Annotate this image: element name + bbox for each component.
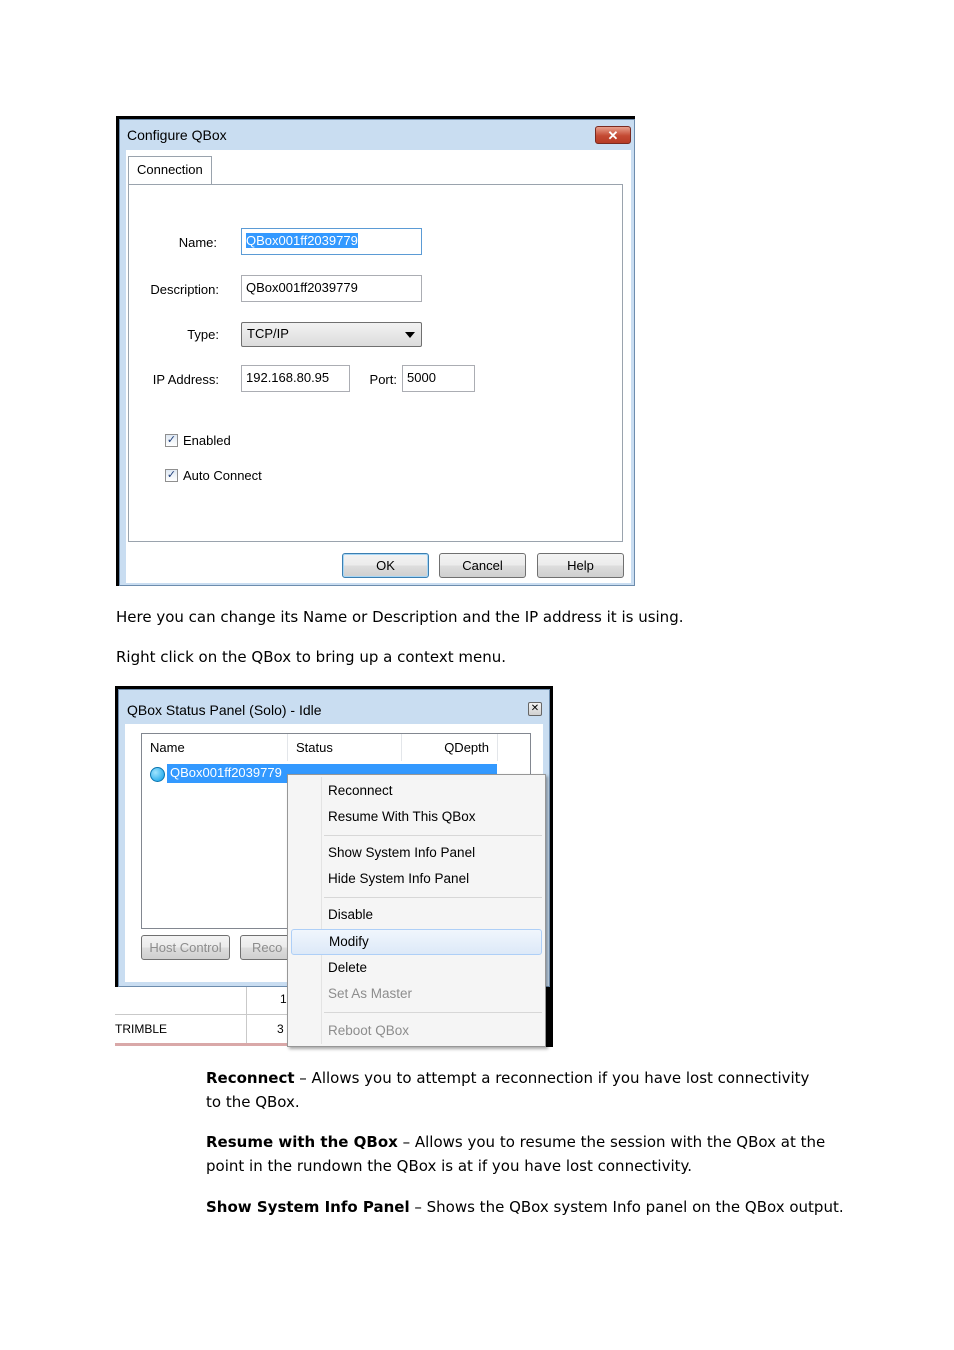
configure-qbox-dialog bbox=[116, 116, 635, 586]
port-field[interactable] bbox=[402, 365, 475, 392]
description-field[interactable] bbox=[241, 275, 422, 302]
menu-item-set-as-master[interactable]: Set As Master bbox=[328, 986, 413, 1001]
status-panel-title: QBox Status Panel (Solo) - Idle bbox=[127, 702, 322, 718]
enabled-label: Enabled bbox=[183, 433, 231, 448]
paragraph-context-menu: Right click on the QBox to bring up a context menu. bbox=[116, 648, 507, 666]
close-icon[interactable]: ✕ bbox=[595, 126, 631, 144]
description-show-system-info bbox=[206, 1195, 846, 1219]
cancel-button[interactable]: Cancel bbox=[439, 553, 526, 578]
column-header-status[interactable]: Status bbox=[288, 734, 402, 761]
menu-item-show-system-info-panel[interactable]: Show System Info Panel bbox=[328, 845, 476, 860]
column-header-name[interactable]: Name bbox=[142, 734, 288, 761]
name-value: QBox001ff2039779 bbox=[246, 233, 358, 248]
context-menu bbox=[287, 774, 546, 1047]
reconnect-button[interactable]: Reco bbox=[240, 935, 300, 960]
description-label: Description: bbox=[150, 282, 219, 297]
qbox-row-name: QBox001ff2039779 bbox=[170, 765, 282, 780]
ip-address-label: IP Address: bbox=[152, 372, 219, 387]
term-reconnect: Reconnect bbox=[206, 1069, 295, 1087]
menu-item-disable[interactable]: Disable bbox=[328, 907, 374, 922]
dialog-title: Configure QBox bbox=[127, 127, 227, 143]
definition-resume: – Allows you to resume the session with the QBox at the point in the rundown the QBox is at if you have lost connectivity. bbox=[206, 1133, 826, 1175]
menu-item-reboot-qbox[interactable]: Reboot QBox bbox=[328, 1023, 410, 1038]
definition-show-system-info: – Shows the QBox system Info panel on the QBox output. bbox=[409, 1198, 844, 1216]
type-label: Type: bbox=[187, 327, 219, 342]
dialog-client bbox=[126, 150, 631, 583]
description-resume bbox=[206, 1130, 826, 1178]
menu-item-resume-with-this-qbox[interactable]: Resume With This QBox bbox=[328, 809, 476, 824]
menu-item-modify[interactable]: Modify bbox=[291, 929, 542, 955]
name-label: Name: bbox=[178, 235, 217, 250]
table-row bbox=[115, 987, 287, 1015]
menu-item-reconnect[interactable]: Reconnect bbox=[328, 783, 393, 798]
table-cell: 3 bbox=[277, 1022, 284, 1036]
term-show-system-info: Show System Info Panel bbox=[206, 1198, 410, 1216]
tab-connection[interactable] bbox=[128, 156, 212, 185]
auto-connect-label: Auto Connect bbox=[183, 468, 262, 483]
name-field[interactable] bbox=[241, 228, 422, 255]
tab-label: Connection bbox=[137, 162, 203, 177]
type-value: TCP/IP bbox=[247, 326, 289, 341]
tab-panel bbox=[128, 184, 623, 542]
menu-separator bbox=[324, 897, 542, 898]
help-button[interactable]: Help bbox=[537, 553, 624, 578]
definition-reconnect: – Allows you to attempt a reconnection if you have lost connectivity to the QBox. bbox=[206, 1069, 810, 1111]
menu-separator bbox=[324, 1012, 542, 1013]
menu-separator bbox=[324, 835, 542, 836]
qbox-status-dot-icon bbox=[150, 767, 165, 782]
type-select[interactable] bbox=[241, 322, 422, 347]
port-value: 5000 bbox=[407, 370, 436, 385]
close-icon[interactable]: ✕ bbox=[528, 702, 542, 716]
menu-item-hide-system-info-panel[interactable]: Hide System Info Panel bbox=[328, 871, 470, 886]
table-row bbox=[115, 1015, 287, 1046]
ip-address-value: 192.168.80.95 bbox=[246, 370, 330, 385]
description-reconnect bbox=[206, 1066, 826, 1114]
table-cell: TRIMBLE bbox=[115, 1022, 168, 1036]
enabled-checkbox[interactable]: ✓ bbox=[166, 434, 177, 446]
paragraph-change-settings: Here you can change its Name or Description and the IP address it is using. bbox=[116, 608, 684, 626]
ok-button[interactable]: OK bbox=[342, 553, 429, 578]
description-value: QBox001ff2039779 bbox=[246, 280, 358, 295]
column-header-qdepth[interactable]: QDepth bbox=[402, 734, 498, 761]
term-resume: Resume with the QBox bbox=[206, 1133, 398, 1151]
chevron-down-icon bbox=[405, 332, 415, 338]
host-control-button[interactable]: Host Control bbox=[141, 935, 230, 960]
menu-item-delete[interactable]: Delete bbox=[328, 960, 368, 975]
qbox-status-panel-screenshot bbox=[115, 686, 553, 1047]
port-label: Port: bbox=[369, 372, 397, 387]
dialog-frame bbox=[119, 119, 635, 586]
auto-connect-checkbox[interactable]: ✓ bbox=[166, 469, 177, 481]
ip-address-field[interactable] bbox=[241, 365, 350, 392]
background-table bbox=[115, 987, 287, 1047]
table-cell: 1 bbox=[280, 992, 287, 1006]
